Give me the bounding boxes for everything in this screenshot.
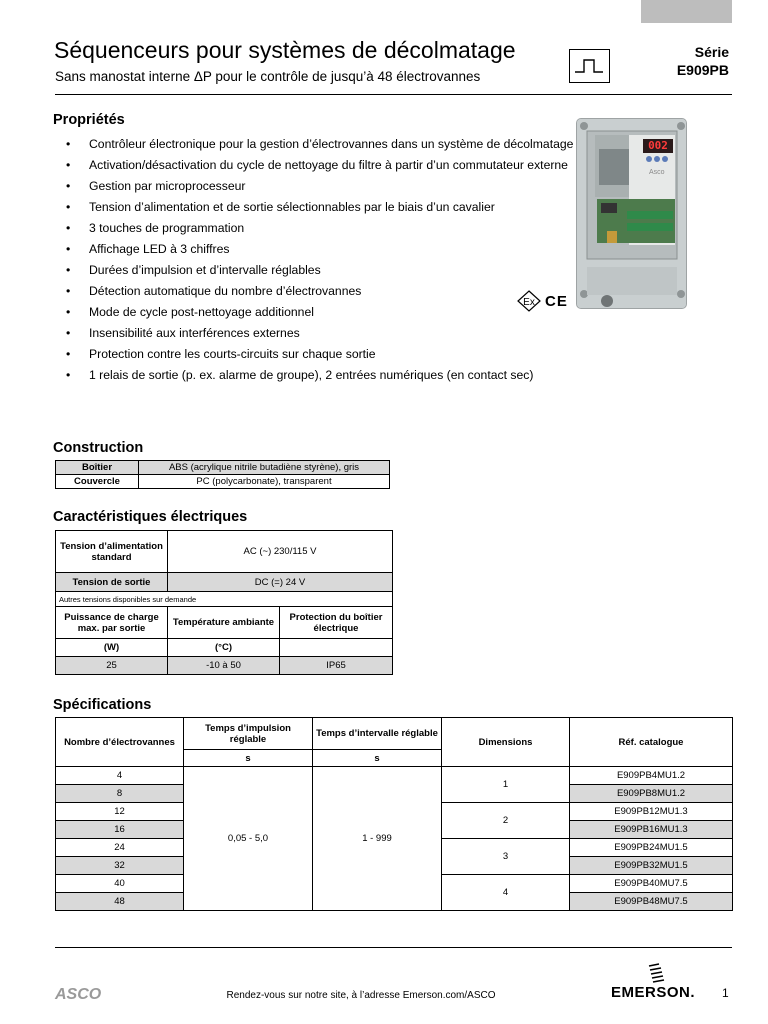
table-cell: E909PB4MU1.2 xyxy=(570,767,733,785)
table-cell: E909PB40MU7.5 xyxy=(570,875,733,893)
table-cell: PC (polycarbonate), transparent xyxy=(139,475,390,489)
list-item: • Gestion par microprocesseur xyxy=(66,178,586,195)
table-cell: Tension de sortie xyxy=(56,573,168,592)
table-cell: Température ambiante xyxy=(168,607,280,639)
table-cell: Tension d’alimentation standard xyxy=(56,531,168,573)
table-cell: Autres tensions disponibles sur demande xyxy=(56,592,393,607)
specifications-table xyxy=(55,717,733,911)
page-title: Séquenceurs pour systèmes de décolmatage xyxy=(54,37,516,63)
table-row xyxy=(56,531,393,573)
list-item: • Insensibilité aux interférences externes xyxy=(66,325,586,342)
electrical-heading: Caractéristiques électriques xyxy=(53,509,248,525)
list-item: • Activation/désactivation du cycle de nettoyage du filtre à partir d’un commutateur externe xyxy=(66,157,586,174)
table-cell: (°C) xyxy=(168,639,280,657)
table-cell: 4 xyxy=(442,875,570,911)
table-cell: 12 xyxy=(56,803,184,821)
device-brand: Asco xyxy=(649,169,665,176)
table-cell: 25 xyxy=(56,657,168,675)
table-cell xyxy=(280,639,393,657)
table-row xyxy=(56,607,393,639)
emerson-emblem-icon xyxy=(645,962,667,984)
table-cell: 3 xyxy=(442,839,570,875)
list-item: • 1 relais de sortie (p. ex. alarme de groupe), 2 entrées numériques (en contact sec) xyxy=(66,367,586,384)
table-row xyxy=(56,461,390,475)
table-header: Dimensions xyxy=(442,718,570,767)
table-cell: 32 xyxy=(56,857,184,875)
table-row xyxy=(56,573,393,592)
table-cell: E909PB24MU1.5 xyxy=(570,839,733,857)
table-cell: Couvercle xyxy=(56,475,139,489)
table-cell: AC (~) 230/115 V xyxy=(168,531,393,573)
table-row xyxy=(56,475,390,489)
table-cell: 40 xyxy=(56,875,184,893)
atex-ex-icon xyxy=(517,290,541,312)
table-cell: E909PB16MU1.3 xyxy=(570,821,733,839)
led-display: 002 xyxy=(648,139,668,152)
table-cell: 1 xyxy=(442,767,570,803)
list-item: • Affichage LED à 3 chiffres xyxy=(66,241,586,258)
table-cell: E909PB32MU1.5 xyxy=(570,857,733,875)
list-item: • Durées d’impulsion et d’intervalle réglables xyxy=(66,262,586,279)
table-cell: IP65 xyxy=(280,657,393,675)
header-divider xyxy=(55,94,732,95)
table-cell: 16 xyxy=(56,821,184,839)
header-color-bar xyxy=(641,0,732,23)
svg-text:Ex: Ex xyxy=(523,297,535,308)
properties-list xyxy=(66,136,586,388)
table-cell: (W) xyxy=(56,639,168,657)
asco-logo: ASCO xyxy=(55,986,102,1003)
product-photo xyxy=(576,118,687,309)
page-number: 1 xyxy=(722,986,729,1000)
emerson-wordmark: EMERSON. xyxy=(611,984,696,1001)
ce-mark-icon: CE xyxy=(545,292,568,310)
table-cell: Boîtier xyxy=(56,461,139,475)
list-item: • Contrôleur électronique pour la gestion d’électrovannes dans un système de décolmatage xyxy=(66,136,586,153)
table-header: Temps d’impulsion réglable xyxy=(184,718,313,750)
table-header: Temps d’intervalle réglable xyxy=(313,718,442,750)
table-header: s xyxy=(313,750,442,767)
construction-heading: Construction xyxy=(53,440,144,456)
table-cell: 2 xyxy=(442,803,570,839)
series-code: E909PB xyxy=(676,62,729,78)
table-header: Nombre d’électrovannes xyxy=(56,718,184,767)
table-cell: 48 xyxy=(56,893,184,911)
list-item: • Tension d’alimentation et de sortie sélectionnables par le biais d’un cavalier xyxy=(66,199,586,216)
table-header: Réf. catalogue xyxy=(570,718,733,767)
table-cell: DC (=) 24 V xyxy=(168,573,393,592)
table-cell: -10 à 50 xyxy=(168,657,280,675)
page-subtitle: Sans manostat interne ΔP pour le contrôle de jusqu’à 48 électrovannes xyxy=(55,69,481,84)
construction-table xyxy=(55,460,390,489)
table-row xyxy=(56,767,733,785)
series-label: Série xyxy=(694,44,729,60)
table-cell: 0,05 - 5,0 xyxy=(184,767,313,911)
table-row xyxy=(56,592,393,607)
list-item: • Mode de cycle post-nettoyage additionnel xyxy=(66,304,586,321)
footer-website-text: Rendez-vous sur notre site, à l’adresse Emerson.com/ASCO xyxy=(226,990,496,1001)
emerson-logo xyxy=(611,962,703,1001)
table-cell: ABS (acrylique nitrile butadiène styrène), gris xyxy=(139,461,390,475)
series-block xyxy=(677,43,729,79)
table-header: s xyxy=(184,750,313,767)
table-cell: 24 xyxy=(56,839,184,857)
list-item: • 3 touches de programmation xyxy=(66,220,586,237)
table-cell: 8 xyxy=(56,785,184,803)
sequencer-pulse-icon xyxy=(569,49,610,83)
electrical-table xyxy=(55,530,393,675)
list-item: • Protection contre les courts-circuits sur chaque sortie xyxy=(66,346,586,363)
footer-divider xyxy=(55,947,732,948)
table-cell: Puissance de charge max. par sortie xyxy=(56,607,168,639)
table-row xyxy=(56,639,393,657)
table-row xyxy=(56,657,393,675)
table-row xyxy=(56,718,733,750)
certification-marks xyxy=(517,290,568,312)
table-cell: E909PB12MU1.3 xyxy=(570,803,733,821)
table-cell: E909PB48MU7.5 xyxy=(570,893,733,911)
specifications-heading: Spécifications xyxy=(53,697,152,713)
list-item: • Détection automatique du nombre d’électrovannes xyxy=(66,283,586,300)
table-cell: Protection du boîtier électrique xyxy=(280,607,393,639)
properties-heading: Propriétés xyxy=(53,112,125,128)
table-cell: 1 - 999 xyxy=(313,767,442,911)
table-cell: E909PB8MU1.2 xyxy=(570,785,733,803)
table-cell: 4 xyxy=(56,767,184,785)
